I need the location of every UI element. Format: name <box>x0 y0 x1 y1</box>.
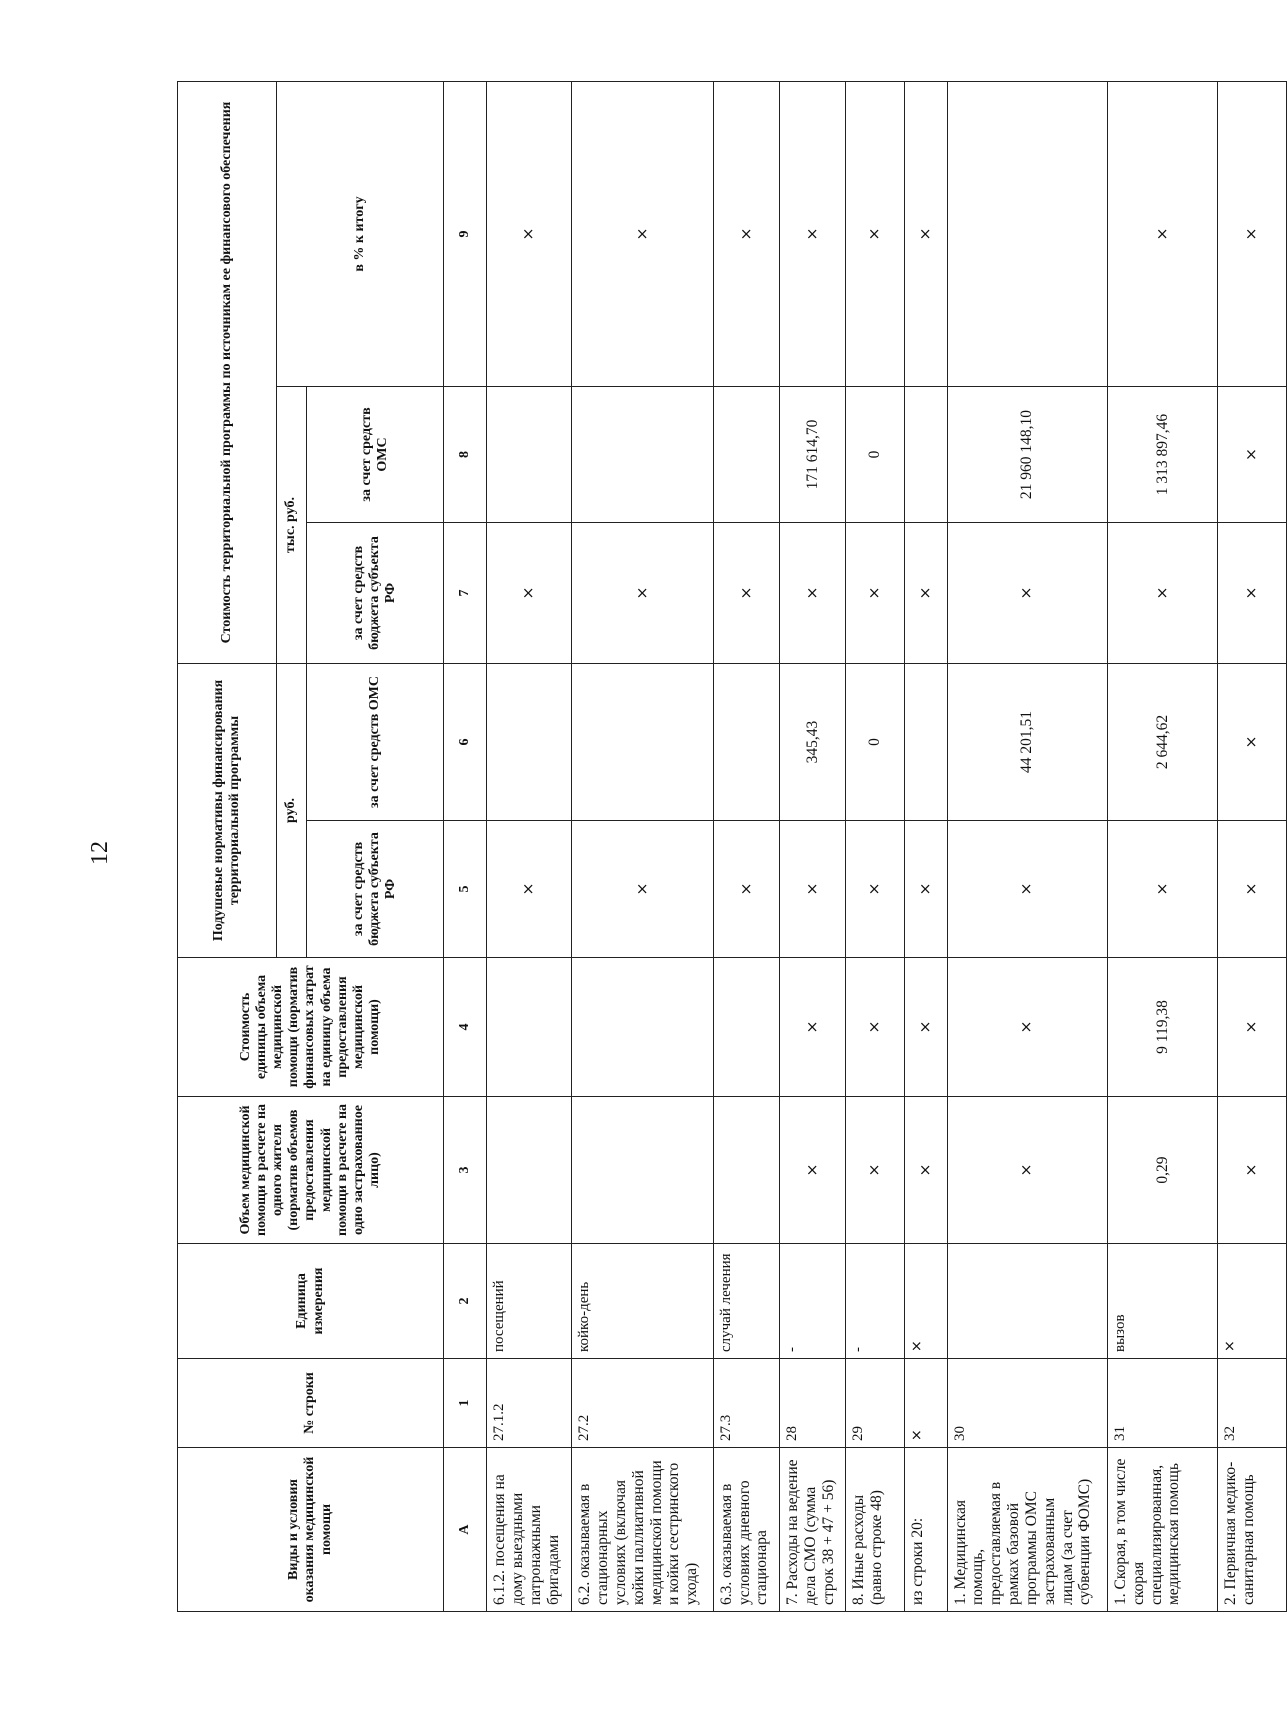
table-row <box>779 81 845 1611</box>
header-program-cost-unit: тыс. руб. <box>277 387 307 664</box>
cell-volume: 0,29 <box>1108 1097 1218 1244</box>
table-body <box>444 81 1287 1611</box>
cell-unit <box>947 1244 1107 1359</box>
cell-unit: - <box>846 1244 905 1359</box>
col-number: 1 <box>444 1359 487 1448</box>
table-row <box>713 81 779 1611</box>
table-row <box>905 81 947 1611</box>
cell-c8: 1 313 897,46 <box>1108 387 1218 523</box>
cell-unit: × <box>1218 1244 1287 1359</box>
page-number: 12 <box>87 841 113 865</box>
header-col7: за счет средств бюджета субъекта РФ <box>307 523 444 664</box>
cell-code: 27.2 <box>572 1359 714 1448</box>
cell-c7: × <box>846 523 905 664</box>
cell-c9: × <box>1108 81 1218 386</box>
cell-c8: 0 <box>846 387 905 523</box>
cell-c5: × <box>1108 821 1218 958</box>
cell-code: 29 <box>846 1359 905 1448</box>
cell-c7: × <box>947 523 1107 664</box>
header-volume: Объем медицинской помощи в расчете на одного жителя (норматив объемов предоставления медицинской помощи в расчете на одно застрахованное лицо) <box>178 1097 444 1244</box>
cell-name: 6.2. оказываемая в стационарных условиях (включая койки паллиативной медицинской помощи и койки сестринского ухода) <box>572 1448 714 1612</box>
header-program-cost: Стоимость территориальной программы по источникам ее финансового обеспечения <box>178 81 277 663</box>
cell-unit: койко-день <box>572 1244 714 1359</box>
cell-name: 8. Иные расходы (равно строке 48) <box>846 1448 905 1612</box>
cell-c5: × <box>779 821 845 958</box>
cell-unit: случай лечения <box>713 1244 779 1359</box>
cell-name: 6.1.2. посещения на дому выездными патронажными бригадами <box>487 1448 572 1612</box>
cell-c5: × <box>1218 821 1287 958</box>
cell-volume: × <box>905 1097 947 1244</box>
cell-c7: × <box>1108 523 1218 664</box>
table-row <box>1108 81 1218 1611</box>
column-numbers-row <box>444 81 487 1611</box>
cell-cost: × <box>905 958 947 1097</box>
col-number: 8 <box>444 387 487 523</box>
financing-table <box>177 81 1287 1612</box>
cell-c9: × <box>779 81 845 386</box>
cell-c7: × <box>779 523 845 664</box>
cell-c6: 44 201,51 <box>947 664 1107 821</box>
cell-c8 <box>572 387 714 523</box>
cell-c8 <box>905 387 947 523</box>
cell-volume <box>572 1097 714 1244</box>
cell-c5: × <box>487 821 572 958</box>
cell-c6: 0 <box>846 664 905 821</box>
col-number: 4 <box>444 958 487 1097</box>
header-cost: Стоимость единицы объема медицинской помощи (норматив финансовых затрат на единицу объема предоставления медицинской помощи) <box>178 958 444 1097</box>
header-type: Виды и условия оказания медицинской помощи <box>178 1448 444 1612</box>
cell-c9: × <box>572 81 714 386</box>
cell-code: 27.3 <box>713 1359 779 1448</box>
cell-code: 31 <box>1108 1359 1218 1448</box>
header-row-no: № строки <box>178 1359 444 1448</box>
cell-c6: 2 644,62 <box>1108 664 1218 821</box>
cell-c7: × <box>572 523 714 664</box>
header-col5: за счет средств бюджета субъекта РФ <box>307 821 444 958</box>
cell-c9: × <box>487 81 572 386</box>
cell-code: 28 <box>779 1359 845 1448</box>
col-number: 9 <box>444 81 487 386</box>
cell-name: 7. Расходы на ведение дела СМО (сумма строк 38 + 47 + 56) <box>779 1448 845 1612</box>
cell-c8: × <box>1218 387 1287 523</box>
cell-c9 <box>947 81 1107 386</box>
table-rotated-wrapper <box>177 82 1287 1612</box>
cell-volume <box>487 1097 572 1244</box>
cell-code: × <box>905 1359 947 1448</box>
col-number: 5 <box>444 821 487 958</box>
cell-name: 1. Медицинская помощь, предоставляемая в рамках базовой программы ОМС застрахованным лицам (за счет субвенции ФОМС) <box>947 1448 1107 1612</box>
cell-unit: посещений <box>487 1244 572 1359</box>
col-number: 6 <box>444 664 487 821</box>
cell-volume: × <box>779 1097 845 1244</box>
cell-c5: × <box>905 821 947 958</box>
cell-c6 <box>905 664 947 821</box>
cell-unit: вызов <box>1108 1244 1218 1359</box>
cell-volume: × <box>947 1097 1107 1244</box>
cell-code: 30 <box>947 1359 1107 1448</box>
cell-c8: 171 614,70 <box>779 387 845 523</box>
cell-cost: × <box>1218 958 1287 1097</box>
cell-c7: × <box>487 523 572 664</box>
col-number: 2 <box>444 1244 487 1359</box>
cell-cost <box>487 958 572 1097</box>
cell-volume: × <box>846 1097 905 1244</box>
cell-c9: × <box>846 81 905 386</box>
cell-name: 2. Первичная медико-санитарная помощь <box>1218 1448 1287 1612</box>
cell-code: 27.1.2 <box>487 1359 572 1448</box>
cell-c6 <box>713 664 779 821</box>
cell-cost <box>713 958 779 1097</box>
cell-c9: × <box>1218 81 1287 386</box>
cell-c9: × <box>713 81 779 386</box>
header-per-capita-unit: руб. <box>277 664 307 958</box>
cell-name: 6.3. оказываемая в условиях дневного стационара <box>713 1448 779 1612</box>
cell-c8 <box>713 387 779 523</box>
header-unit: Единица измерения <box>178 1244 444 1359</box>
header-col8: за счет средств ОМС <box>307 387 444 523</box>
cell-volume: × <box>1218 1097 1287 1244</box>
table-row <box>487 81 572 1611</box>
cell-c7: × <box>1218 523 1287 664</box>
cell-unit: - <box>779 1244 845 1359</box>
table-viewport <box>177 82 1287 1612</box>
cell-c7: × <box>905 523 947 664</box>
table-row <box>947 81 1107 1611</box>
cell-c5: × <box>713 821 779 958</box>
cell-cost: × <box>779 958 845 1097</box>
cell-c6 <box>572 664 714 821</box>
cell-unit: × <box>905 1244 947 1359</box>
cell-c6: 345,43 <box>779 664 845 821</box>
cell-code: 32 <box>1218 1359 1287 1448</box>
header-per-capita: Подушевые нормативы финансирования территориальной программы <box>178 664 277 958</box>
cell-cost: × <box>846 958 905 1097</box>
cell-cost: × <box>947 958 1107 1097</box>
cell-c5: × <box>846 821 905 958</box>
table-row <box>846 81 905 1611</box>
col-number: 3 <box>444 1097 487 1244</box>
cell-name: из строки 20: <box>905 1448 947 1612</box>
cell-c6 <box>487 664 572 821</box>
cell-c5: × <box>947 821 1107 958</box>
cell-c7: × <box>713 523 779 664</box>
cell-c6: × <box>1218 664 1287 821</box>
cell-c8: 21 960 148,10 <box>947 387 1107 523</box>
cell-cost: 9 119,38 <box>1108 958 1218 1097</box>
cell-cost <box>572 958 714 1097</box>
table-row <box>572 81 714 1611</box>
table-row <box>1218 81 1287 1611</box>
cell-c9: × <box>905 81 947 386</box>
cell-c5: × <box>572 821 714 958</box>
col-number: 7 <box>444 523 487 664</box>
cell-c8 <box>487 387 572 523</box>
cell-name: 1. Скорая, в том числе скорая специализированная, медицинская помощь <box>1108 1448 1218 1612</box>
header-col6: за счет средств ОМС <box>307 664 444 821</box>
col-number: А <box>444 1448 487 1612</box>
cell-volume <box>713 1097 779 1244</box>
header-percent: в % к итогу <box>277 81 444 386</box>
